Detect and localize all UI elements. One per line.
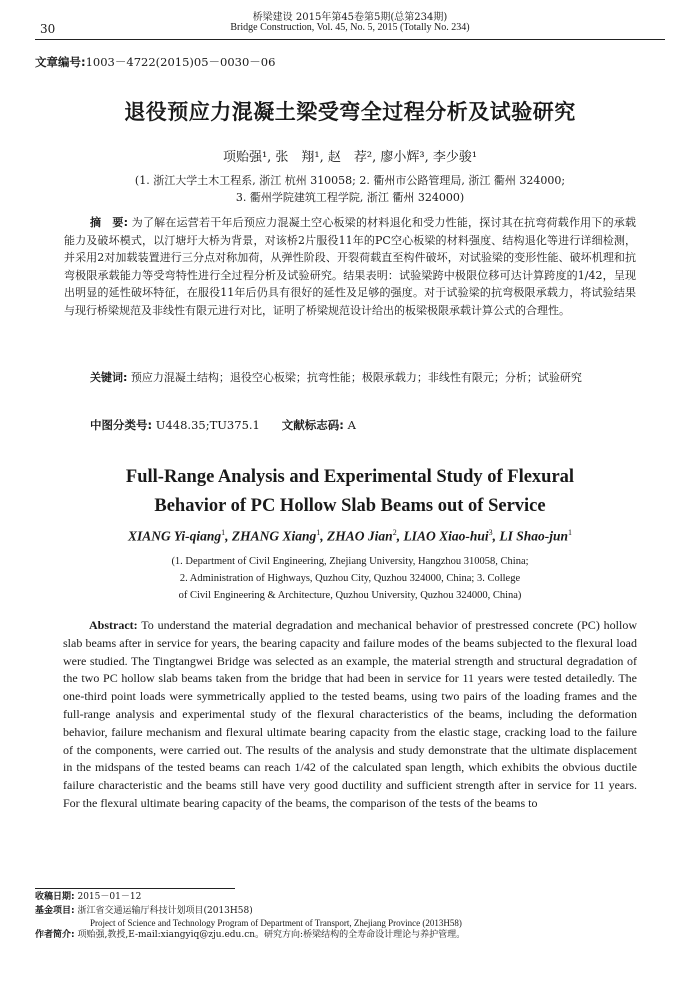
authors-cn: 项贻强¹, 张 翔¹, 赵 荐², 廖小辉³, 李少骏¹ <box>222 150 478 165</box>
header-rule <box>35 39 665 40</box>
received-value: 2015－01－12 <box>77 892 142 902</box>
author-en-name: XIANG Yi-qiang <box>128 528 222 544</box>
title-cn: 退役预应力混凝土梁受弯全过程分析及试验研究 <box>124 100 576 124</box>
author-bio-label: 作者简介: <box>35 930 75 940</box>
classification-line <box>90 417 356 433</box>
footnote-received <box>35 892 141 903</box>
title-en-line-1: Full-Range Analysis and Experimental Study of Flexural <box>125 467 575 487</box>
article-number-value: 1003－4722(2015)05－0030－06 <box>85 55 276 69</box>
affiliation-cn-line-1: (1. 浙江大学土木工程系, 浙江 杭州 310058; 2. 衢州市公路管理局, 浙江 衢州 324000; <box>134 174 566 187</box>
page-number: 30 <box>40 22 56 36</box>
footnote-rule <box>35 888 235 889</box>
fund-en: Project of Science and Technology Program of Department of Transport, Zhejiang Province (2013H58) <box>90 918 462 928</box>
fund-label: 基金项目: <box>35 906 75 916</box>
received-label: 收稿日期: <box>35 892 75 902</box>
footnote-author <box>35 930 465 941</box>
abstract-en-text: To understand the material degradation and mechanical behavior of prestressed concrete (PC) hollow slab beams after in service for years, the bearing capacity and failure modes of the beams subjected to the flexural load were studied. The Tingtangwei Bridge was selected as an example, the material strength and structural degradation of the two PC hollow slab beams taken from the bridge that had been in service for 11 years were tested detailedly. The one-third point loads were symmetrically applied to the tested beams, using two pairs of the loading frames and the full-range analysis and experimental study of the flexural characteristics of the beams, including the deformation behavior, failure mechanism and flexural ultimate bearing capacity from the elastic stage, cracking load to the failure of the components, were carried out. The results of the analysis and study demonstrate that the ultimate displacement in the midspans of the tested beams can reach 1/42 of the calculated span length, which exhibits the obvious ductile failure characteristic and the beams still have very good ductility and sufficient strength after in service for 11 years. For the flexural ultimate bearing capacity of the beams, the comparison of the tests of the beams to <box>63 618 637 810</box>
running-header-en: Bridge Construction, Vol. 45, No. 5, 2015 (Totally No. 234) <box>230 22 470 33</box>
abstract-cn-label: 摘 要: <box>90 216 129 229</box>
article-number-label: 文章编号: <box>35 55 86 69</box>
title-en <box>0 463 700 521</box>
author-en-affil-mark: 1 <box>316 528 321 537</box>
affiliation-cn-line-2: 3. 衢州学院建筑工程学院, 浙江 衢州 324000) <box>235 191 465 204</box>
author-en-name: LIAO Xiao-hui <box>403 528 489 544</box>
abstract-en <box>63 617 637 813</box>
doc-code-label: 文献标志码: <box>281 418 344 432</box>
authors-en: XIANG Yi-qiang$^1$, ZHANG Xiang$^1$, ZHAO Jian$^2$, LIAO Xiao-hui$^3$, LI Shao-jun$^1$ <box>128 528 572 544</box>
author-bio-value: 项贻强,教授,E-mail:xiangyiq@zju.edu.cn。研究方向:桥梁结构的全寿命设计理论与养护管理。 <box>77 930 466 940</box>
title-en-line-2: Behavior of PC Hollow Slab Beams out of Service <box>154 496 546 516</box>
clc-value: U448.35;TU375.1 <box>155 418 260 432</box>
doc-code-value: A <box>347 418 356 432</box>
abstract-cn <box>64 214 636 320</box>
affiliation-en-line-3: of Civil Engineering & Architecture, Quzhou University, Quzhou 324000, China) <box>178 590 522 601</box>
clc-label: 中图分类号: <box>90 418 153 432</box>
keywords-cn-text: 预应力混凝土结构；退役空心板梁；抗弯性能；极限承载力；非线性有限元；分析；试验研究 <box>130 371 582 384</box>
affiliation-en-line-2: 2. Administration of Highways, Quzhou City, Quzhou 324000, China; 3. College <box>179 573 521 584</box>
fund-cn: 浙江省交通运输厅科技计划项目(2013H58) <box>77 906 253 916</box>
article-number <box>35 54 275 70</box>
author-en-affil-mark: 3 <box>488 528 493 537</box>
footnote-fund <box>35 906 253 917</box>
abstract-cn-text: 为了解在运营若干年后预应力混凝土空心板梁的材料退化和受力性能，探讨其在抗弯荷载作用下的承载能力及破坏模式，以汀塘圩大桥为背景，对该桥2片服役11年的PC空心板梁的材料强度、结构退化等进行详细检测，并采用2对加载装置进行三分点对称加荷，从弹性阶段、开裂荷载直至构件破坏，对试验梁的变形性能、破坏机理和抗弯极限承载能力等受弯特性进行全过程分析及试验研究。结果表明：试验梁跨中极限位移可达计算跨度的1/42，呈现出明显的延性破坏特征，在服役11年后仍具有很好的延性及足够的强度。对于试验梁的抗弯极限承载力，将试验结果与现行桥梁规范及非线性有限元进行对比，证明了桥梁规范设计给出的板梁极限承载计算公式的合理性。 <box>64 216 636 317</box>
author-en-affil-mark: 1 <box>221 528 226 537</box>
author-en-name: LI Shao-jun <box>499 528 568 544</box>
abstract-en-label: Abstract: <box>89 618 138 632</box>
running-header-cn: 桥梁建设 2015年第45卷第5期(总第234期) <box>252 12 448 23</box>
author-en-affil-mark: 1 <box>568 528 572 537</box>
keywords-cn-label: 关键词: <box>90 371 128 384</box>
author-en-affil-mark: 2 <box>392 528 397 537</box>
keywords-cn <box>64 368 636 387</box>
author-en-name: ZHANG Xiang <box>231 528 317 544</box>
author-en-name: ZHAO Jian <box>327 528 393 544</box>
affiliation-en-line-1: (1. Department of Civil Engineering, Zhejiang University, Hangzhou 310058, China; <box>171 556 529 567</box>
